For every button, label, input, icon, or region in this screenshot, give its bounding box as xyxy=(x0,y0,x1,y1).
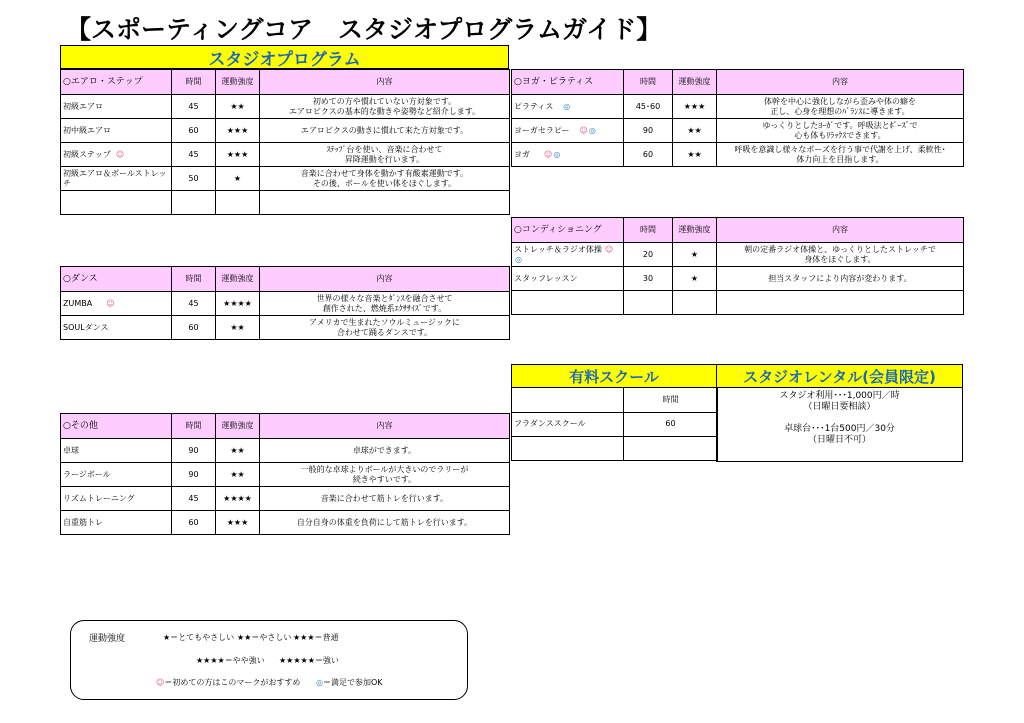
program-name: ピラティス xyxy=(514,101,554,111)
legend-label: 運動強度 xyxy=(89,634,126,644)
program-time: 90 xyxy=(624,119,673,143)
beginner-mark-icon: ☺ xyxy=(579,125,588,135)
program-time: 60 xyxy=(624,143,673,167)
time-header: 時間 xyxy=(172,267,216,292)
ok-mark-icon: ◎ xyxy=(515,254,522,264)
program-description: 世界の様々な音楽とﾀﾞﾝｽを融合させて 創作された、燃焼系ｴｸｻｻｲｽﾞです。 xyxy=(260,292,510,316)
program-intensity: ★ xyxy=(216,167,260,191)
program-intensity: ★★★ xyxy=(216,511,260,535)
table-row xyxy=(512,412,718,436)
studio-rental-banner: スタジオレンタル(会員限定) xyxy=(716,364,963,388)
table-row xyxy=(61,167,510,191)
legend-ok-text: ＝満足で参加OK xyxy=(322,678,383,687)
other-table xyxy=(60,413,510,535)
program-name: ラージボール xyxy=(61,463,172,487)
program-intensity: ★★★ xyxy=(216,119,260,143)
table-row xyxy=(61,487,510,511)
category-conditioning: ○コンディショニング xyxy=(512,218,624,243)
table-row xyxy=(61,95,510,119)
rental-info xyxy=(716,388,963,462)
empty-row xyxy=(512,436,718,460)
content-header: 内容 xyxy=(717,218,964,243)
table-row xyxy=(61,439,510,463)
program-time: 30 xyxy=(624,267,673,291)
table-row xyxy=(61,316,510,340)
program-description: 初めての方や慣れていない方対象です。 エアロビクスの基本的な動きや姿勢など紹介します。 xyxy=(260,95,510,119)
table-row xyxy=(61,463,510,487)
program-description: 一般的な卓球よりボールが大きいのでラリーが 続きやすいです。 xyxy=(260,463,510,487)
program-time: 90 xyxy=(172,439,216,463)
program-time: 45 xyxy=(172,143,216,167)
ok-mark-icon: ◎ xyxy=(588,125,596,135)
category-yoga-pilates: ○ヨガ・ピラティス xyxy=(512,70,624,95)
program-name-cell xyxy=(61,143,172,167)
time-header: 時間 xyxy=(172,414,216,439)
program-intensity: ★★ xyxy=(216,316,260,340)
page-title: 【スポーティングコア スタジオプログラムガイド】 xyxy=(66,15,662,44)
beginner-mark-icon: ☺ xyxy=(106,298,115,308)
table-row xyxy=(61,511,510,535)
table-row xyxy=(512,119,964,143)
program-description: ゆっくりとしたﾖｰｶﾞです。呼吸法とﾎﾟｰｽﾞで 心も体もﾘﾗｯｸｽできます。 xyxy=(717,119,964,143)
ok-mark-icon: ◎ xyxy=(563,101,571,111)
time-header: 時間 xyxy=(624,388,718,412)
program-description: ｽﾃｯﾌﾟ台を使い、音楽に合わせて 昇降運動を行います。 xyxy=(260,143,510,167)
program-time: 60 xyxy=(624,412,718,436)
table-row xyxy=(512,243,964,267)
program-intensity: ★★ xyxy=(673,119,717,143)
program-description: エアロビクスの動きに慣れて来た方対象です。 xyxy=(260,119,510,143)
table-row xyxy=(512,143,964,167)
time-header: 時間 xyxy=(624,218,673,243)
program-name: スタッフレッスン xyxy=(512,267,624,291)
dance-table xyxy=(60,266,510,340)
program-description: 音楽に合わせて身体を動かす有酸素運動です。 その後、ボールを使い体をほぐします。 xyxy=(260,167,510,191)
legend-level-2: ★★＝やさしい xyxy=(237,633,292,642)
rental-pingpong-note: （日曜日不可） xyxy=(807,435,871,445)
program-description: 担当スタッフにより内容が変わります。 xyxy=(717,267,964,291)
table-row xyxy=(61,119,510,143)
program-name: 初級ステップ xyxy=(63,149,111,159)
legend-beginner xyxy=(156,677,300,688)
program-time: 45 xyxy=(172,95,216,119)
empty-row xyxy=(512,291,964,315)
program-description: 体幹を中心に強化しながら歪みや体の癖を 正し、心身を理想のﾊﾞﾗﾝｽに導きます。 xyxy=(717,95,964,119)
intensity-header: 運動強度 xyxy=(673,218,717,243)
program-time: 20 xyxy=(624,243,673,267)
program-time: 45 xyxy=(172,487,216,511)
program-intensity: ★★ xyxy=(216,463,260,487)
content-header: 内容 xyxy=(260,70,510,95)
intensity-header: 運動強度 xyxy=(216,70,260,95)
legend-level-4: ★★★★＝やや強い xyxy=(196,656,265,665)
content-header: 内容 xyxy=(717,70,964,95)
program-description: 卓球ができます。 xyxy=(260,439,510,463)
ok-mark-icon: ◎ xyxy=(316,678,323,687)
program-name: ヨガ xyxy=(514,149,530,159)
program-intensity: ★★ xyxy=(216,439,260,463)
intensity-legend xyxy=(70,620,468,700)
program-intensity: ★★ xyxy=(673,143,717,167)
program-time: 50 xyxy=(172,167,216,191)
intensity-header: 運動強度 xyxy=(216,267,260,292)
program-time: 45 xyxy=(172,292,216,316)
program-description: 朝の定番ラジオ体操と、ゆっくりとしたストレッチで 身体をほぐします。 xyxy=(717,243,964,267)
program-intensity: ★ xyxy=(673,267,717,291)
program-name-cell xyxy=(512,143,624,167)
program-name: ヨーガセラピー xyxy=(514,125,570,135)
legend-level-1: ★＝とてもやさしい xyxy=(163,633,235,642)
table-row xyxy=(512,267,964,291)
studio-program-banner: スタジオプログラム xyxy=(60,45,509,69)
beginner-mark-icon: ☺ xyxy=(544,149,553,159)
beginner-mark-icon: ☺ xyxy=(115,149,125,159)
program-time: 60 xyxy=(172,119,216,143)
rental-pingpong-price: 卓球台･･･1台500円／30分 xyxy=(784,424,895,434)
program-intensity: ★★★ xyxy=(673,95,717,119)
program-name: 初級エアロ xyxy=(61,95,172,119)
program-name: 自重筋トレ xyxy=(61,511,172,535)
yoga-pilates-table xyxy=(511,69,964,167)
program-name-cell xyxy=(512,95,624,119)
program-time: 60 xyxy=(172,511,216,535)
content-header: 内容 xyxy=(260,267,510,292)
program-name-cell xyxy=(512,119,624,143)
content-header: 内容 xyxy=(260,414,510,439)
empty-row xyxy=(61,191,510,215)
paid-school-banner: 有料スクール xyxy=(511,364,717,388)
program-intensity: ★ xyxy=(673,243,717,267)
legend-ok xyxy=(316,677,383,688)
program-name: ZUMBA xyxy=(63,298,93,308)
program-time: 90 xyxy=(172,463,216,487)
program-intensity: ★★★★ xyxy=(216,292,260,316)
program-name-cell xyxy=(61,292,172,316)
program-name: リズムトレーニング xyxy=(61,487,172,511)
program-name-cell xyxy=(512,243,624,267)
aero-step-table xyxy=(60,69,510,215)
program-intensity: ★★★★ xyxy=(216,487,260,511)
program-name: 卓球 xyxy=(61,439,172,463)
program-intensity: ★★★ xyxy=(216,143,260,167)
legend-beginner-text: ＝初めての方はこのマークがおすすめ xyxy=(164,678,301,687)
program-time: 60 xyxy=(172,316,216,340)
time-header: 時間 xyxy=(624,70,673,95)
table-row xyxy=(512,95,964,119)
table-row xyxy=(61,292,510,316)
program-name: 初級エアロ＆ボールストレッチ xyxy=(61,167,172,191)
program-name: フラダンススクール xyxy=(512,412,624,436)
program-description: 呼吸を意識し様々なポーズを行う事で代謝を上げ、柔軟性･ 体力向上を目指します。 xyxy=(717,143,964,167)
program-description: 自分自身の体重を負荷にして筋トレを行います。 xyxy=(260,511,510,535)
program-time: 45･60 xyxy=(624,95,673,119)
program-intensity: ★★ xyxy=(216,95,260,119)
program-description: 音楽に合わせて筋トレを行います。 xyxy=(260,487,510,511)
category-dance: ○ダンス xyxy=(61,267,172,292)
conditioning-table xyxy=(511,217,964,315)
category-aero-step: ○エアロ・ステップ xyxy=(61,70,172,95)
table-row xyxy=(61,143,510,167)
time-header: 時間 xyxy=(172,70,216,95)
intensity-header: 運動強度 xyxy=(673,70,717,95)
program-name: SOULダンス xyxy=(61,316,172,340)
program-name: ストレッチ＆ラジオ体操 xyxy=(514,244,602,254)
beginner-mark-icon: ☺ xyxy=(604,244,614,254)
paid-school-table xyxy=(511,388,718,461)
beginner-mark-icon: ☺ xyxy=(156,678,165,687)
rental-studio-note: （日曜日要相談） xyxy=(803,402,876,412)
rental-studio-price: スタジオ利用･･･1,000円／時 xyxy=(779,391,900,401)
ok-mark-icon: ◎ xyxy=(553,149,561,159)
intensity-header: 運動強度 xyxy=(216,414,260,439)
program-description: アメリカで生まれたソウルミュージックに 合わせて踊るダンスです。 xyxy=(260,316,510,340)
program-name: 初中級エアロ xyxy=(61,119,172,143)
legend-level-3: ★★★＝普通 xyxy=(293,633,339,642)
legend-level-5: ★★★★★＝強い xyxy=(279,656,339,665)
category-other: ○その他 xyxy=(61,414,172,439)
